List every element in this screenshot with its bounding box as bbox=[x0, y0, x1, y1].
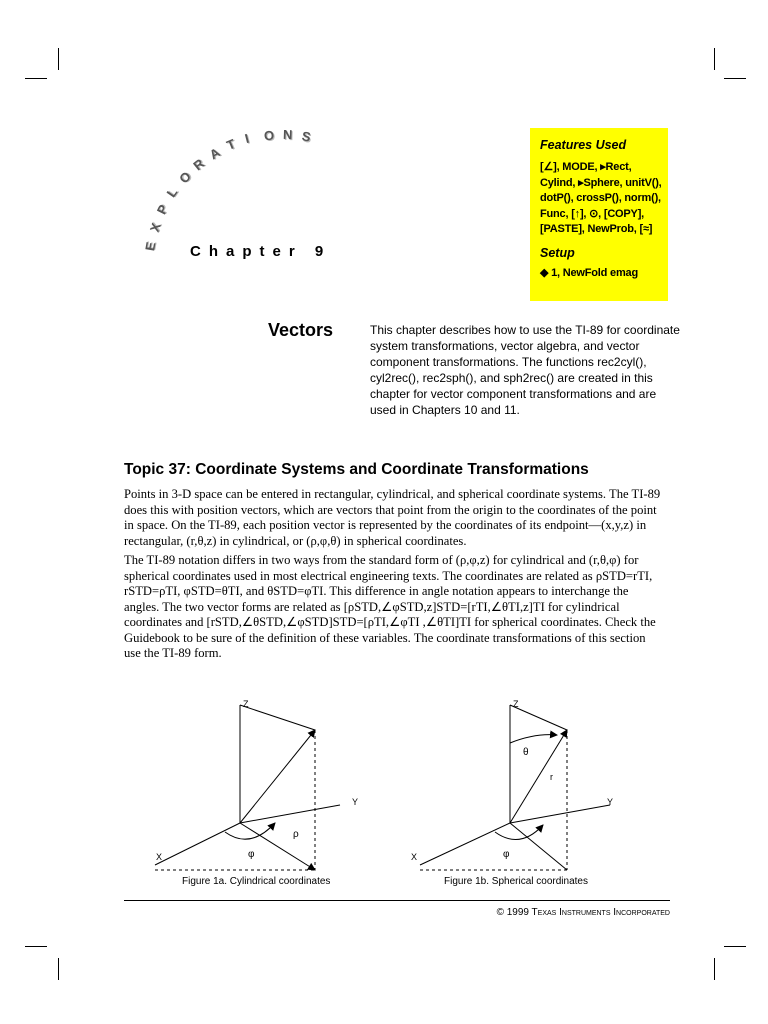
topic-heading: Topic 37: Coordinate Systems and Coordinate Transformations bbox=[124, 461, 589, 478]
figure-1a-caption: Figure 1a. Cylindrical coordinates bbox=[182, 876, 331, 887]
theta-label: θ bbox=[523, 747, 529, 758]
axis-y-label: Y bbox=[607, 797, 614, 807]
figure-1b-caption: Figure 1b. Spherical coordinates bbox=[444, 876, 588, 887]
crop-mark bbox=[724, 946, 746, 947]
topic-body bbox=[124, 487, 664, 666]
crop-mark bbox=[58, 958, 59, 980]
figure-1a bbox=[130, 695, 380, 880]
setup-title: Setup bbox=[540, 245, 575, 260]
explorations-letter: R bbox=[190, 155, 207, 174]
rho-label: ρ bbox=[293, 829, 299, 840]
axis-z-label: Z bbox=[513, 699, 519, 709]
r-label: r bbox=[550, 772, 553, 782]
figure-1b bbox=[395, 695, 645, 880]
setup-text: ◆ 1, NewFold emag bbox=[540, 266, 638, 279]
explorations-letter: O bbox=[175, 169, 194, 187]
crop-mark bbox=[714, 48, 715, 70]
explorations-letter: T bbox=[224, 136, 238, 154]
paragraph: Points in 3-D space can be entered in rectangular, cylindrical, and spherical coordinate systems. The TI-89 does this with position vectors, which are vectors that point from the origin to the coordinates of the point in space. On the TI-89, each position vector is represented by the coordinates of its endpoint—(x,y,z) in rectangular, (r,θ,z) in cylindrical, or (ρ,φ,θ) in spherical coordinates. bbox=[124, 487, 661, 548]
chapter-label: Chapter 9 bbox=[190, 243, 332, 260]
explorations-arc-label bbox=[120, 120, 313, 300]
axis-x-label: X bbox=[156, 852, 163, 862]
axis-y-label: Y bbox=[352, 797, 359, 807]
features-items: [∠], MODE, ▸Rect, Cylind, ▸Sphere, unitV(), dotP(), crossP(), norm(), Func, [↑], ⊙, [COPY], [PASTE], NewProb, [≈] bbox=[540, 161, 662, 235]
paragraph: The TI-89 notation differs in two ways from the standard form of (ρ,φ,z) for cylindrical and (r,θ,φ) for spherical coordinates used in most electrical engineering texts. The coordinates are related as ρSTD=rTI, rSTD=ρTI, φSTD=θTI, and θSTD=φTI. This difference in angle notation appears to interchange the angles. The two vector forms are related as [ρSTD,∠φSTD,z]STD=[rTI,∠θTI,z]TI for cylindrical coordinates and [rSTD,∠θSTD,∠φSTD]STD=[ρTI,∠φTI ,∠θTI]TI for spherical coordinates. Check the Guidebook to be sure of the definition of these variables. The coordinate transformations of this section use the TI-89 form. bbox=[124, 553, 656, 660]
explorations-letter: I bbox=[243, 131, 251, 147]
explorations-letter: A bbox=[206, 144, 223, 163]
section-title: Vectors bbox=[268, 320, 334, 340]
section-intro: This chapter describes how to use the TI-89 for coordinate system transformations, vector algebra, and vector component transformations. The functions rec2cyl(), cyl2rec(), rec2sph(), and sph2rec() are created in this chapter for vector component transformations and are used in Chapters 10 and 11. bbox=[370, 323, 680, 417]
explorations-letter: O bbox=[263, 127, 275, 144]
axis-z-label: Z bbox=[243, 699, 249, 709]
explorations-letter: E bbox=[142, 240, 159, 252]
explorations-letter: P bbox=[153, 202, 172, 217]
crop-mark bbox=[25, 946, 47, 947]
explorations-letter: L bbox=[163, 185, 181, 201]
crop-mark bbox=[25, 78, 47, 79]
crop-mark bbox=[58, 48, 59, 70]
explorations-letter: X bbox=[146, 220, 164, 234]
phi-label: φ bbox=[503, 849, 510, 860]
crop-mark bbox=[714, 958, 715, 980]
features-title: Features Used bbox=[540, 138, 627, 152]
explorations-letter: N bbox=[283, 126, 293, 143]
axis-x-label: X bbox=[411, 852, 418, 862]
footer-rule bbox=[124, 900, 670, 901]
copyright: © 1999 Texas Instruments Incorporated bbox=[496, 907, 670, 918]
explorations-letter: S bbox=[301, 128, 313, 145]
crop-mark bbox=[724, 78, 746, 79]
features-box bbox=[530, 128, 668, 301]
phi-label: φ bbox=[248, 849, 255, 860]
